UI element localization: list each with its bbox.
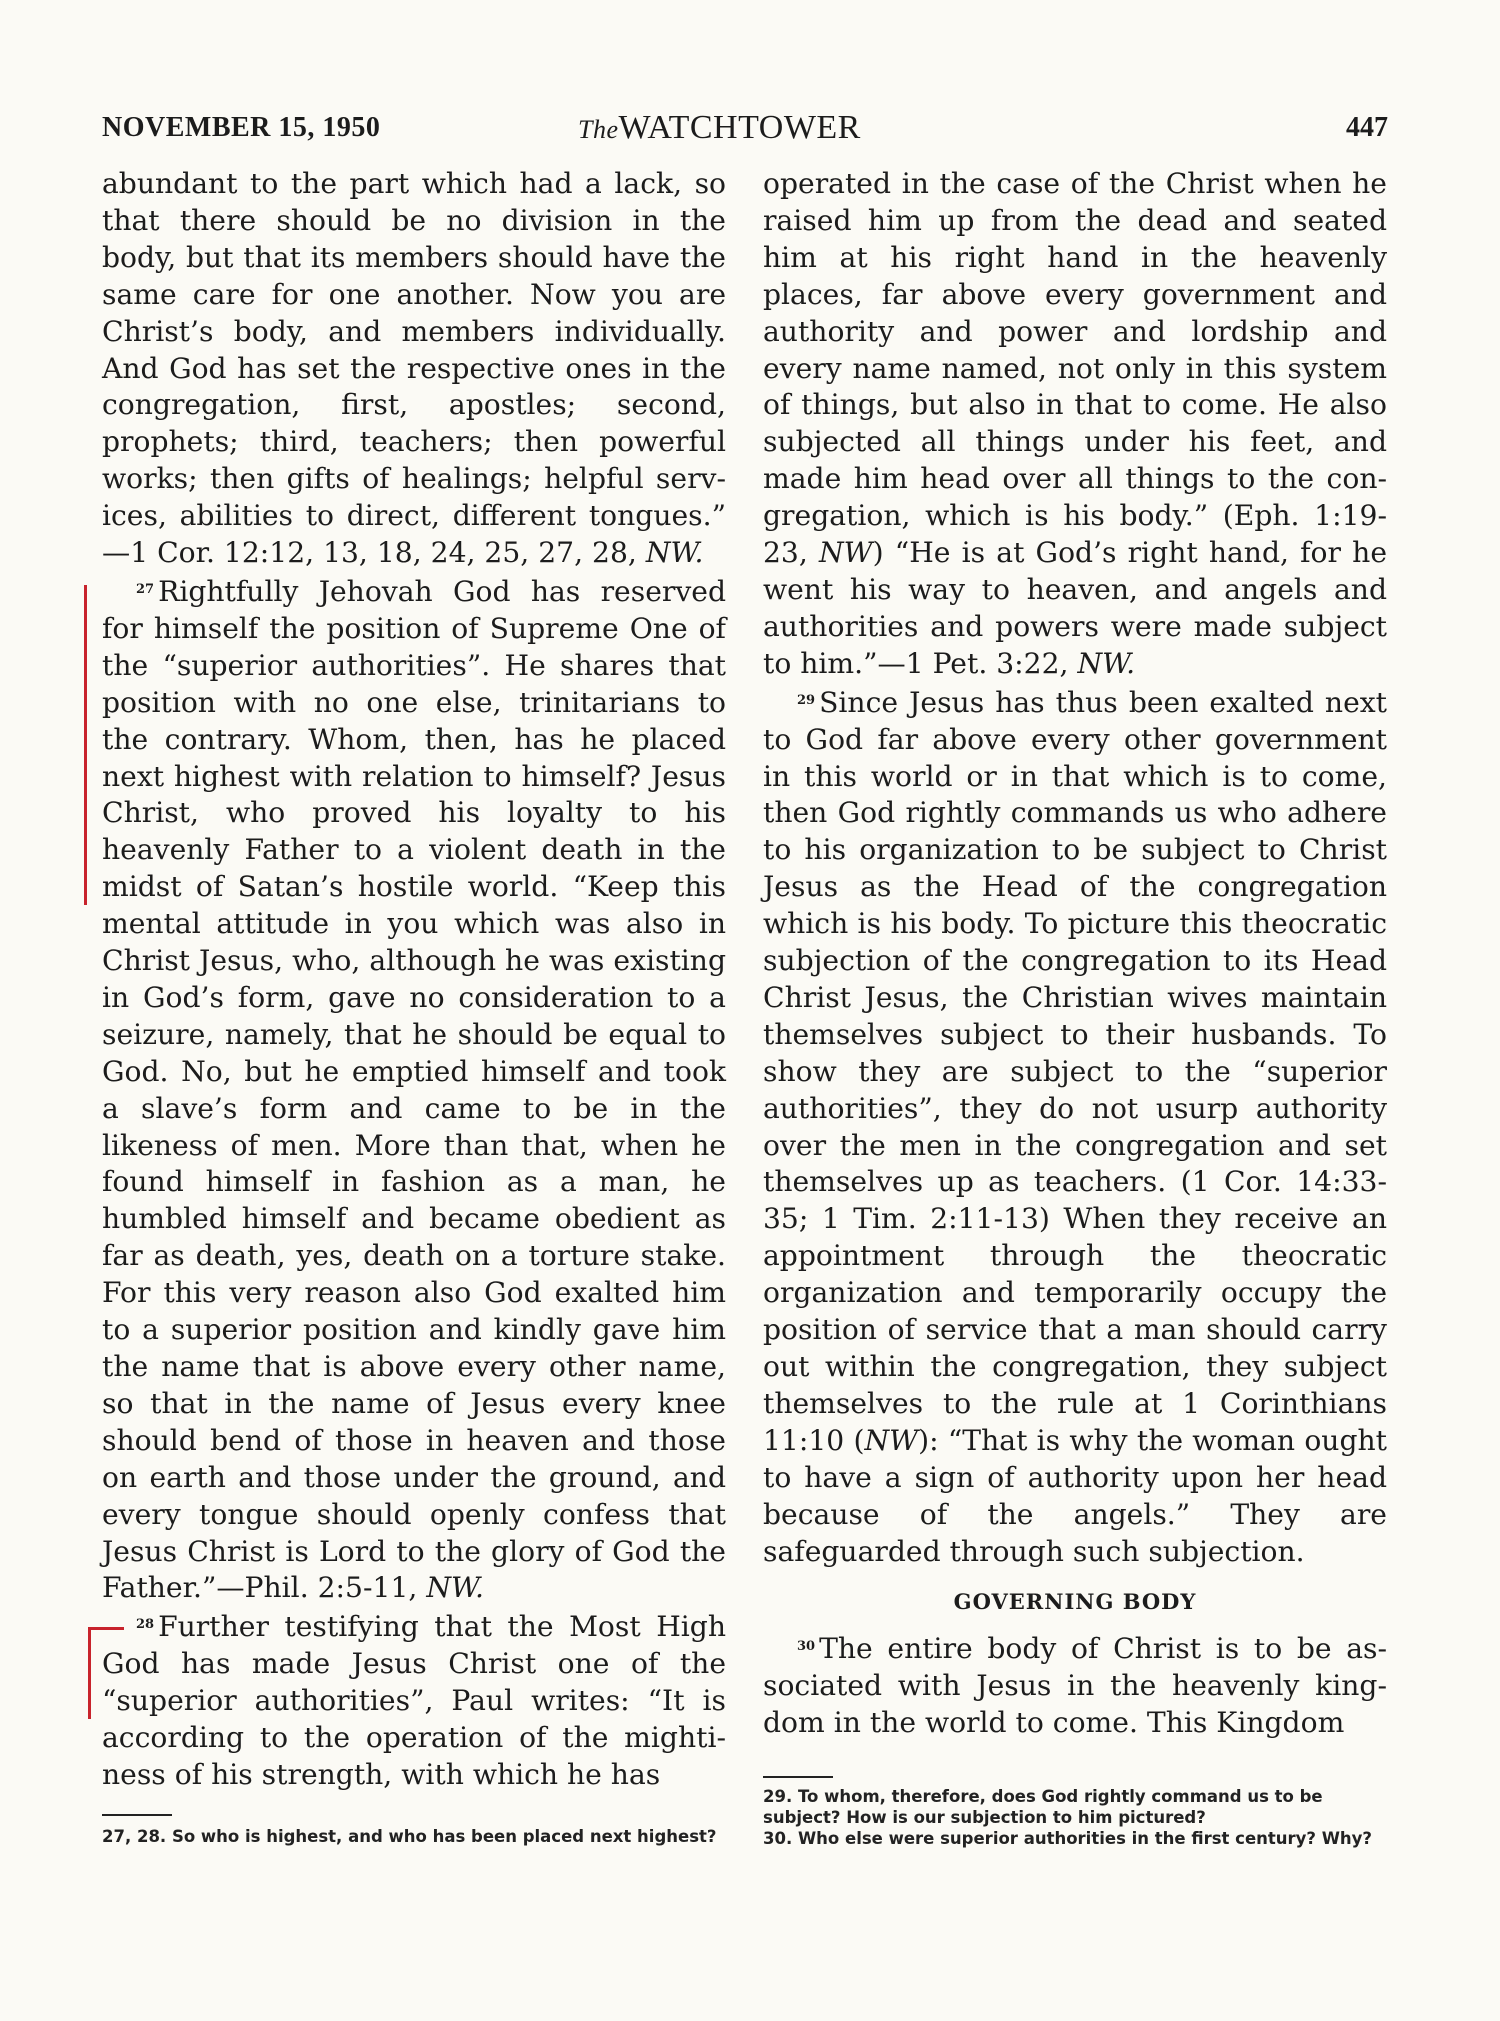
paragraph-continued-right: operated in the case of the Christ when he raised him up from the dead and seated him at his right hand in the heavenly places, far above every government and authority and power and lordship and every name named, not only in this system of things, but also in that to come. He also subjected all things under his feet, and made him head over all things to the congregation, which is his body.” (Eph. 1:19-23, NW) “He is at God’s right hand, for he went his way to heaven, and angels and authorities and powers were made subject to him.”—1 Pet. 3:22, NW. bbox=[763, 167, 1388, 680]
paragraph-number: 30 bbox=[797, 1639, 816, 1655]
annotation-bracket-paragraph-28 bbox=[88, 1627, 91, 1719]
header-date: NOVEMBER 15, 1950 bbox=[102, 112, 381, 143]
page-header bbox=[102, 109, 1388, 156]
footnote-left: 27, 28. So who is highest, and who has been placed next highest? bbox=[102, 1827, 717, 1846]
paragraph-28: $^{28}$ Further testifying that the Most High God has made Jesus Christ one of the “superior authorities”, Paul writes: “It is according to the operation of the mightiness of his strength, with which he has bbox=[102, 1610, 726, 1791]
footnote-right bbox=[763, 1786, 1387, 1849]
paragraph-29: $^{29}$ Since Jesus has thus been exalted next to God far above every other government in this world or in that which is to come, then God rightly commands us who adhere to his organization to be subject to Christ Jesus as the Head of the congregation which is his body. To picture this theocratic subjection of the congregation to its Head Christ Jesus, the Christian wives maintain themselves subject to their husbands. To show they are subject to the “superior authorities”, they do not usurp authority over the men in the congregation and set themselves up as teachers. (1 Cor. 14:33-35; 1 Tim. 2:11-13) When they receive an appointment through the theocratic organization and temporarily occupy the position of service that a man should carry out within the congregation, they subject themselves to the rule at 1 Corinthians 11:10 (NW): “That is why the woman ought to have a sign of authority upon her head because of the angels.” They are safeguarded through such subjection. bbox=[763, 685, 1387, 1568]
right-column bbox=[763, 166, 1387, 1742]
paragraph-number: 28 bbox=[136, 1617, 155, 1633]
paragraph-continued: abundant to the part which had a lack, so that there should be no division in the body, but that its members should have the same care for one another. Now you are Christ’s body, and members individually. And God has set the respective ones in the congregation, first, apostles; second, prophets; third, teachers; then powerful works; then gifts of healings; helpful services, abilities to direct, different tongues.” —1 Cor. 12:12, 13, 18, 24, 25, 27, 28, NW. bbox=[102, 167, 726, 570]
masthead-title bbox=[578, 109, 861, 147]
page-number: 447 bbox=[1346, 112, 1388, 143]
masthead-prefix: The bbox=[578, 115, 619, 144]
footnote-29: 29. To whom, therefore, does God rightly command us to be subject? How is our subjection to him pictured? bbox=[763, 1787, 1323, 1827]
footnote-rule-left bbox=[102, 1814, 172, 1816]
footnote-30: 30. Who else were superior authorities in the first century? Why? bbox=[763, 1829, 1373, 1848]
paragraph-27: $^{27}$ Rightfully Jehovah God has reserved for himself the position of Supreme One of the “superior authorities”. He shares that position with no one else, trinitarians to the contrary. Whom, then, has he placed next highest with relation to himself? Jesus Christ, who proved his loyalty to his heavenly Father to a violent death in the midst of Satan’s hostile world. “Keep this mental attitude in you which was also in Christ Jesus, who, although he was existing in God’s form, gave no consideration to a seizure, namely, that he should be equal to God. No, but he emptied himself and took a slave’s form and came to be in the likeness of men. More than that, when he found himself in fashion as a man, he humbled himself and became obedient as far as death, yes, death on a torture stake. For this very reason also God exalted him to a superior position and kindly gave him the name that is above every other name, so that in the name of Jesus every knee should bend of those in heaven and those on earth and those under the ground, and every tongue should openly confess that Jesus Christ is Lord to the glory of God the Father.”—Phil. 2:5-11, NW. bbox=[102, 574, 726, 1605]
annotation-bar-paragraph-27 bbox=[84, 585, 87, 905]
masthead-main: WATCHTOWER bbox=[618, 109, 861, 146]
paragraph-number: 29 bbox=[797, 692, 816, 708]
paragraph-30: $^{30}$ The entire body of Christ is to be associated with Jesus in the heavenly kingdom in the world to come. This Kingdom bbox=[763, 1632, 1387, 1740]
footnote-rule-right bbox=[763, 1776, 833, 1778]
paragraph-number: 27 bbox=[136, 581, 155, 597]
section-subheading: GOVERNING BODY bbox=[953, 1589, 1197, 1615]
left-column bbox=[102, 166, 726, 1794]
